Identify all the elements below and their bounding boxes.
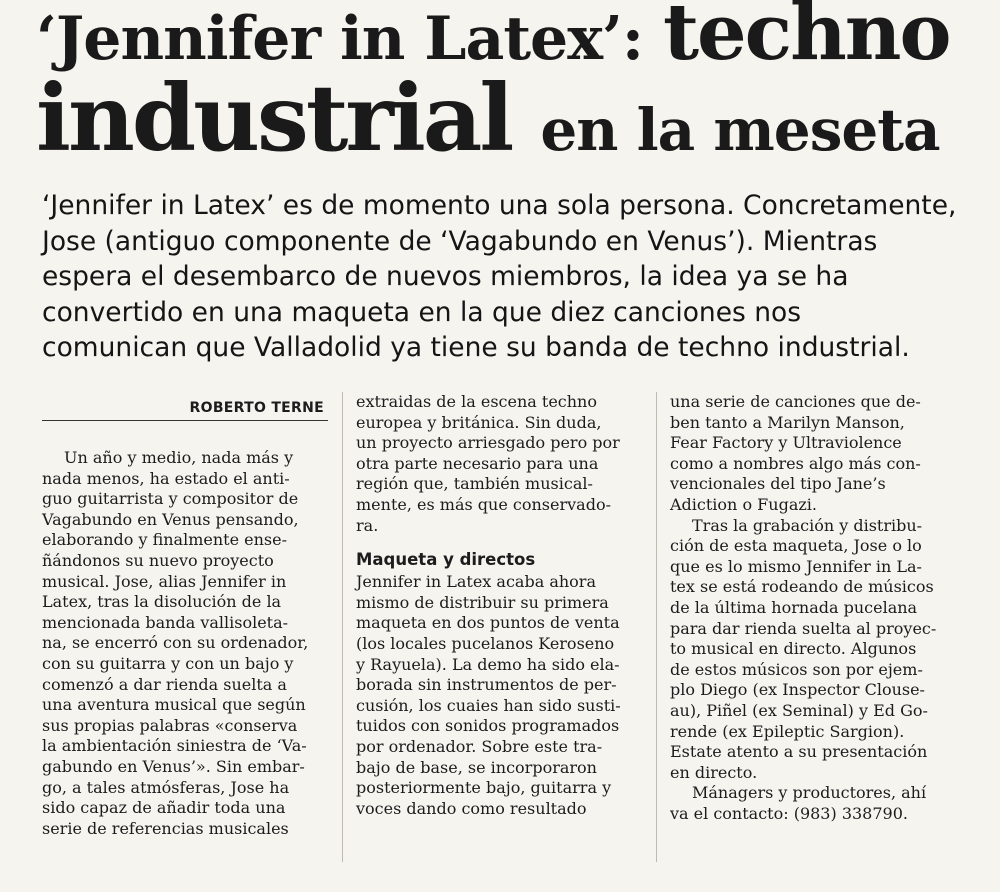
- text-line: que es lo mismo Jennifer in La-: [670, 556, 922, 576]
- text-line: sido capaz de añadir toda una: [42, 798, 286, 818]
- text-line: ción de esta maqueta, Jose o lo: [670, 536, 922, 556]
- lead-line: ‘Jennifer in Latex’ es de momento una sola persona. Concretamente,: [42, 190, 957, 221]
- headline-line-2: [36, 64, 940, 172]
- text-line: otra parte necesario para una: [356, 453, 599, 473]
- column-1: [42, 392, 328, 839]
- headline-line-1: [36, 0, 950, 78]
- text-line: la ambientación siniestra de ‘Va-: [42, 736, 307, 756]
- text-line: en directo.: [670, 762, 758, 782]
- text-line: tuidos con sonidos programados: [356, 716, 620, 736]
- text-line: Mánagers y productores, ahí: [692, 783, 927, 803]
- text-line: va el contacto: (983) 338790.: [670, 803, 908, 823]
- text-line: mismo de distribuir su primera: [356, 592, 609, 612]
- text-line: mente, es más que conservado-: [356, 494, 611, 514]
- text-line: extraidas de la escena techno: [356, 392, 597, 411]
- text-line: Un año y medio, nada más y: [64, 448, 294, 467]
- text-line: como a nombres algo más con-: [670, 453, 921, 473]
- text-line: Jennifer in Latex acaba ahora: [356, 572, 596, 592]
- text-line: nada menos, ha estado el anti-: [42, 468, 290, 488]
- text-line: de la última hornada pucelana: [670, 597, 918, 617]
- text-line: Fear Factory y Ultraviolence: [670, 433, 902, 453]
- text-line: elaborando y finalmente ense-: [42, 530, 287, 550]
- text-line: gabundo en Venus’». Sin embar-: [42, 756, 305, 776]
- text-line: ben tanto a Marilyn Manson,: [670, 412, 905, 432]
- text-line: maqueta en dos puntos de venta: [356, 613, 620, 633]
- text-line: mencionada banda vallisoleta-: [42, 612, 289, 632]
- lead-line: Jose (antiguo componente de ‘Vagabundo en Venus’). Mientras: [42, 225, 878, 257]
- text-line: plo Diego (ex Inspector Clouse-: [670, 680, 925, 700]
- text-line: au), Piñel (ex Seminal) y Ed Go-: [670, 700, 928, 720]
- text-line: ra.: [356, 515, 379, 535]
- text-line: na, se encerró con su ordenador,: [42, 633, 309, 653]
- column-divider: [342, 392, 343, 862]
- column-divider: [656, 392, 657, 862]
- column-3: [670, 392, 960, 824]
- text-line: por ordenador. Sobre este tra-: [356, 736, 603, 756]
- text-line: bajo de base, se incorporaron: [356, 757, 597, 777]
- headline-title-part: ‘Jennifer in Latex’:: [36, 4, 663, 74]
- text-line: musical. Jose, alias Jennifer in: [42, 571, 287, 591]
- text-line: europea y británica. Sin duda,: [356, 412, 602, 432]
- text-line: go, a tales atmósferas, Jose ha: [42, 777, 290, 797]
- lead-line: convertido en una maqueta en la que diez canciones nos: [42, 296, 802, 328]
- text-line: Estate atento a su presentación: [670, 742, 928, 762]
- byline: ROBERTO TERNE: [189, 400, 324, 416]
- text-line: Latex, tras la disolución de la: [42, 592, 282, 612]
- text-line: sus propias palabras «conserva: [42, 715, 298, 735]
- text-line: tex se está rodeando de músicos: [670, 577, 934, 597]
- lead-paragraph: [42, 188, 992, 366]
- text-line: una aventura musical que según: [42, 695, 306, 715]
- headline-industrial: industrial: [36, 64, 541, 172]
- text-line: voces dando como resultado: [356, 798, 587, 818]
- text-line: (los locales pucelanos Keroseno: [356, 633, 615, 653]
- text-line: rende (ex Epileptic Sargion).: [670, 721, 905, 741]
- headline-meseta: en la meseta: [540, 96, 940, 164]
- text-line: posteriormente bajo, guitarra y: [356, 778, 612, 798]
- column-2: [356, 392, 646, 819]
- text-line: cusión, los cuaies han sido susti-: [356, 695, 621, 715]
- text-line: ñándonos su nuevo proyecto: [42, 550, 274, 570]
- lead-line: comunican que Valladolid ya tiene su banda de techno industrial.: [42, 332, 910, 363]
- text-line: región que, también musical-: [356, 474, 593, 494]
- text-line: to musical en directo. Algunos: [670, 639, 917, 659]
- text-line: vencionales del tipo Jane’s: [670, 474, 886, 494]
- text-line: serie de referencias musicales: [42, 818, 289, 838]
- text-line: Tras la grabación y distribu-: [692, 515, 923, 535]
- text-line: con su guitarra y con un bajo y: [42, 653, 294, 673]
- headline-techno: techno: [662, 0, 950, 78]
- byline-rule: [42, 420, 328, 421]
- text-line: Adiction o Fugazi.: [670, 494, 817, 514]
- text-line: guo guitarrista y compositor de: [42, 489, 299, 509]
- text-line: Vagabundo en Venus pensando,: [42, 509, 299, 529]
- text-line: un proyecto arriesgado pero por: [356, 433, 620, 453]
- text-line: comenzó a dar rienda suelta a: [42, 674, 287, 694]
- text-line: borada sin instrumentos de per-: [356, 675, 617, 695]
- text-line: para dar rienda suelta al proyec-: [670, 618, 937, 638]
- byline-block: [42, 392, 328, 424]
- text-line: y Rayuela). La demo ha sido ela-: [356, 654, 620, 674]
- text-line: de estos músicos son por ejem-: [670, 659, 923, 679]
- subheading: Maqueta y directos: [356, 550, 536, 570]
- lead-line: espera el desembarco de nuevos miembros, la idea ya se ha: [42, 261, 849, 292]
- text-line: una serie de canciones que de-: [670, 392, 921, 411]
